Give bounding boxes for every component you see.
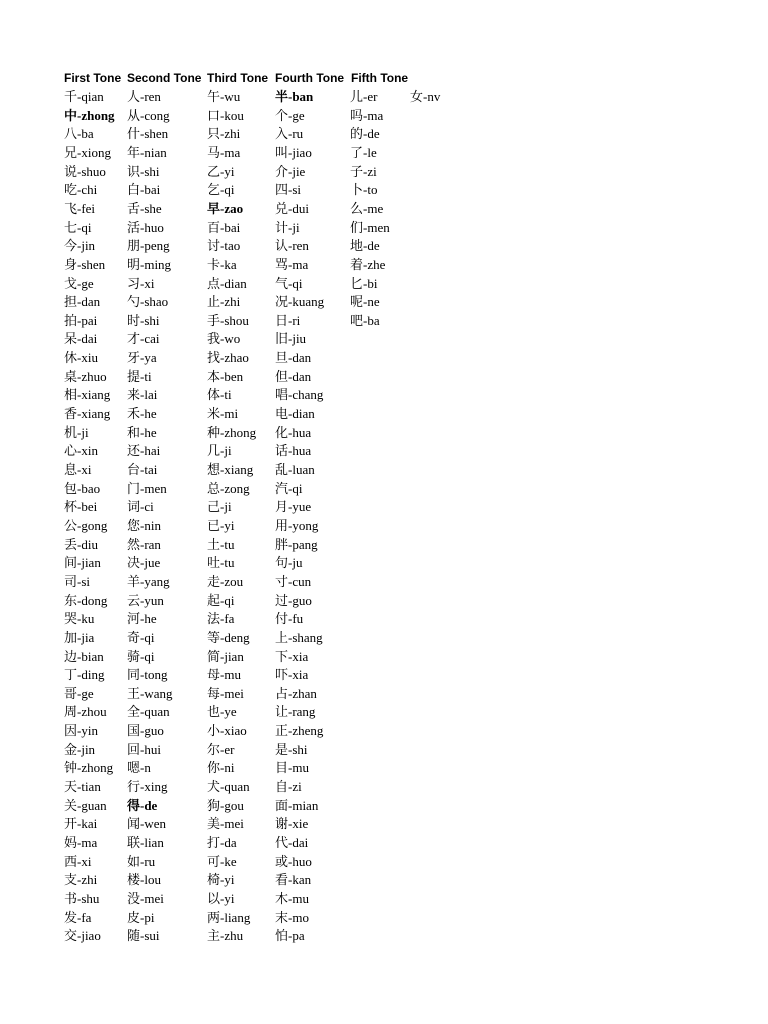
tone-entry: 说-shuo	[64, 163, 106, 179]
tone-entry: 开-kai	[64, 816, 98, 832]
tone-entry: 下-xia	[275, 648, 309, 664]
tone-entry: 化-hua	[275, 424, 312, 440]
tone-entry: 息-xi	[64, 462, 92, 477]
tone-entry: 种-zhong	[207, 424, 257, 440]
header-third-tone: Third Tone	[207, 71, 269, 85]
tone-entry: 狗-gou	[207, 797, 244, 813]
tone-entry: 司-si	[64, 573, 91, 589]
tone-entry: 女-nv	[410, 89, 441, 104]
tone-entry: 手-shou	[207, 312, 249, 328]
tone-entry: 句-ju	[275, 555, 303, 571]
tone-entry: 习-xi	[127, 275, 155, 291]
tone-entry: 简-jian	[207, 648, 244, 664]
tone-entry: 楼-lou	[127, 872, 161, 888]
tone-entry: 河-he	[127, 611, 157, 627]
tone-entry: 明-ming	[127, 256, 172, 272]
tone-entry: 东-dong	[64, 592, 108, 608]
tone-entry: 吗-ma	[350, 107, 384, 123]
tone-entry: 着-zhe	[350, 256, 386, 272]
tone-entry: 朋-peng	[127, 238, 170, 254]
tone-entry: 么-me	[350, 200, 384, 216]
tone-entry: 介-jie	[275, 163, 306, 179]
tone-entry: 每-mei	[207, 685, 244, 701]
tone-entry: 想-xiang	[207, 462, 254, 477]
tone-entry: 吃-chi	[64, 182, 98, 198]
tone-entry: 口-kou	[207, 107, 244, 123]
tone-entry: 丁-ding	[64, 667, 105, 683]
tone-entry: 地-de	[350, 238, 380, 254]
tone-entry: 舌-she	[127, 200, 162, 216]
tone-entry: 关-guan	[64, 797, 107, 813]
tone-entry: 了-le	[350, 144, 377, 160]
tone-entry: 叫-jiao	[275, 144, 312, 160]
tone-entry: 怕-pa	[275, 928, 305, 944]
tone-entry: 书-shu	[64, 890, 100, 906]
tone-entry: 们-men	[350, 219, 390, 235]
tone-entry: 词-ci	[127, 499, 154, 515]
tone-entry: 用-yong	[275, 518, 319, 533]
tone-entry: 椅-yi	[207, 872, 235, 888]
tone-entry: 禾-he	[127, 406, 157, 421]
header-fifth-tone: Fifth Tone	[351, 71, 409, 85]
tone-entry: 已-yi	[207, 518, 235, 533]
tone-entry: 您-nin	[127, 518, 161, 533]
tone-entry: 牙-ya	[127, 350, 157, 366]
tone-entry: 骑-qi	[127, 648, 155, 664]
tone-entry: 提-ti	[127, 368, 152, 384]
tone-entry: 时-shi	[127, 312, 160, 328]
tone-entry: 来-lai	[127, 387, 158, 403]
tone-entry: 门-men	[127, 480, 167, 496]
tone-entry: 体-ti	[207, 387, 232, 403]
tone-entry: 钟-zhong	[64, 760, 114, 776]
tone-entry: 美-mei	[207, 816, 244, 832]
tone-entry: 周-zhou	[64, 704, 107, 720]
tone-entry: 我-wo	[207, 331, 241, 347]
tone-entry: 米-mi	[207, 406, 239, 421]
tone-entry: 千-qian	[64, 89, 104, 104]
tone-entry: 百-bai	[207, 219, 241, 235]
tone-entry: 加-jia	[64, 629, 95, 645]
tone-entry: 相-xiang	[64, 387, 111, 403]
tone-entry: 电-dian	[275, 406, 315, 421]
tone-entry: 还-hai	[127, 443, 161, 459]
tone-entry: 小-xiao	[207, 723, 247, 739]
tone-entry: 如-ru	[127, 853, 156, 869]
tone-entry: 半-ban	[275, 89, 314, 104]
tone-entry: 飞-fei	[64, 200, 96, 216]
tone-entry: 边-bian	[64, 648, 104, 664]
tone-entry: 交-jiao	[64, 928, 101, 944]
tone-entry: 四-si	[275, 182, 302, 198]
tone-entry: 桌-zhuo	[64, 368, 107, 384]
tone-entry: 卜-to	[350, 182, 378, 198]
tone-entry: 乙-yi	[207, 163, 235, 179]
tone-entry: 母-mu	[207, 667, 241, 683]
tone-entry: 休-xiu	[64, 350, 98, 366]
tone-entry: 哥-ge	[64, 685, 94, 701]
tone-entry: 勺-shao	[127, 294, 169, 310]
tone-entry: 间-jian	[64, 555, 101, 571]
tone-entry: 中-zhong	[64, 107, 115, 123]
tone-entry: 骂-ma	[275, 256, 309, 272]
tone-entry: 哭-ku	[64, 611, 95, 627]
tone-entry: 的-de	[350, 126, 380, 142]
tone-entry: 乱-luan	[275, 462, 315, 477]
tone-entry: 天-tian	[64, 779, 101, 794]
tone-entry: 才-cai	[127, 331, 160, 347]
tone-entry: 气-qi	[275, 275, 303, 291]
tone-entry: 几-ji	[207, 443, 232, 459]
tone-entry: 法-fa	[207, 611, 235, 627]
tone-entry: 看-kan	[275, 872, 312, 888]
tone-entry: 儿-er	[350, 89, 378, 104]
tone-entry: 国-guo	[127, 723, 164, 739]
tone-entry: 目-mu	[275, 760, 309, 776]
tone-entry: 正-zheng	[275, 723, 324, 739]
tone-entry: 主-zhu	[207, 928, 244, 944]
tone-entry: 行-xing	[127, 779, 168, 794]
tone-entry: 乞-qi	[207, 182, 235, 198]
tone-entry: 从-cong	[127, 107, 170, 123]
tone-entry: 香-xiang	[64, 406, 111, 421]
tone-entry: 或-huo	[275, 853, 312, 869]
tone-entry: 年-nian	[127, 144, 167, 160]
tone-entry: 寸-cun	[275, 573, 312, 589]
tone-entry: 西-xi	[64, 853, 92, 869]
tone-entry: 子-zi	[350, 163, 377, 179]
header-fourth-tone: Fourth Tone	[275, 71, 345, 85]
tone-entry: 马-ma	[207, 144, 241, 160]
tone-entry: 全-quan	[127, 704, 170, 720]
tone-entry: 点-dian	[207, 275, 247, 291]
tone-entry: 让-rang	[275, 704, 316, 720]
tone-entry: 同-tong	[127, 667, 168, 683]
tone-entry: 日-ri	[275, 312, 301, 328]
tone-entry: 联-lian	[127, 835, 164, 850]
tone-entry: 自-zi	[275, 779, 302, 794]
tone-entry: 和-he	[127, 424, 157, 440]
tone-entry: 妈-ma	[64, 835, 98, 850]
tone-entry: 己-ji	[207, 499, 232, 515]
tone-entry: 本-ben	[207, 368, 244, 384]
tone-entry: 走-zou	[207, 573, 244, 589]
tone-entry: 杯-bei	[64, 499, 98, 515]
tone-entry: 金-jin	[64, 741, 96, 757]
tone-entry: 什-shen	[127, 126, 169, 142]
tone-entry: 两-liang	[207, 909, 251, 925]
tone-entry: 认-ren	[275, 238, 309, 254]
tone-entry: 随-sui	[127, 928, 160, 944]
tone-entry: 只-zhi	[207, 126, 241, 142]
tone-entry: 回-hui	[127, 741, 161, 757]
tone-entry: 然-ran	[127, 536, 161, 552]
tone-entry: 担-dan	[64, 294, 101, 310]
tone-entry: 占-zhan	[275, 685, 317, 701]
tone-entry: 况-kuang	[275, 294, 325, 310]
header-second-tone: Second Tone	[127, 71, 202, 85]
tone-entry: 拍-pai	[64, 312, 98, 328]
tone-entry: 羊-yang	[127, 573, 170, 589]
tone-entry: 活-huo	[127, 219, 164, 235]
tone-entry: 入-ru	[275, 126, 304, 142]
header-first-tone: First Tone	[64, 71, 122, 85]
tone-entry: 吓-xia	[275, 667, 309, 683]
tone-entry: 代-dai	[275, 835, 309, 850]
tone-entry: 支-zhi	[64, 872, 98, 888]
tone-entry: 台-tai	[127, 462, 158, 477]
tone-entry: 发-fa	[64, 909, 92, 925]
tone-entry: 胖-pang	[275, 536, 318, 552]
tone-entry: 云-yun	[127, 592, 164, 608]
tone-entry: 识-shi	[127, 163, 160, 179]
tone-entry: 等-deng	[207, 629, 250, 645]
tone-entry: 是-shi	[275, 741, 308, 757]
tone-entry: 白-bai	[127, 182, 161, 198]
tone-entry: 个-ge	[275, 107, 305, 123]
tone-entry: 吐-tu	[207, 555, 235, 571]
tone-entry: 付-fu	[275, 611, 304, 627]
tone-entry: 心-xin	[64, 443, 98, 459]
tone-entry: 七-qi	[64, 219, 92, 235]
tone-entry: 皮-pi	[127, 909, 155, 925]
tone-entry: 可-ke	[207, 853, 237, 869]
tone-entry: 月-yue	[275, 499, 312, 515]
tone-entry: 机-ji	[64, 424, 89, 440]
tone-entry: 计-ji	[275, 219, 300, 235]
tone-entry: 匕-bi	[350, 275, 378, 291]
tone-entry: 上-shang	[275, 629, 323, 645]
tone-entry: 闻-wen	[127, 816, 166, 832]
tone-entry: 旦-dan	[275, 350, 312, 366]
tone-entry: 公-gong	[64, 518, 108, 533]
tone-entry: 犬-quan	[207, 779, 250, 794]
tone-entry: 末-mo	[275, 909, 309, 925]
tone-entry: 唱-chang	[275, 387, 324, 403]
tone-entry: 早-zao	[207, 200, 244, 216]
tone-entry: 过-guo	[275, 592, 312, 608]
tone-entry: 以-yi	[207, 890, 235, 906]
tone-entry: 王-wang	[127, 685, 173, 701]
tone-entry: 汽-qi	[275, 480, 303, 496]
tone-entry: 打-da	[207, 835, 237, 850]
tone-entry: 谢-xie	[275, 816, 309, 832]
tone-entry: 呆-dai	[64, 331, 98, 347]
tone-entry: 呢-ne	[350, 294, 380, 310]
tone-entry: 面-mian	[275, 797, 319, 813]
tone-entry: 吧-ba	[350, 312, 380, 328]
tone-entry: 话-hua	[275, 443, 312, 459]
tone-entry: 讨-tao	[207, 238, 241, 254]
tone-entry: 也-ye	[207, 704, 237, 720]
tone-entry: 因-yin	[64, 723, 98, 739]
tone-entry: 得-de	[127, 797, 158, 813]
tone-entry: 奇-qi	[127, 629, 155, 645]
tone-entry: 兑-dui	[275, 200, 309, 216]
tone-entry: 丢-diu	[64, 536, 98, 552]
tone-entry: 决-jue	[127, 555, 161, 571]
tone-entry: 找-zhao	[207, 350, 249, 366]
tone-entry: 木-mu	[275, 890, 309, 906]
tone-entry: 旧-jiu	[275, 331, 307, 347]
tone-entry: 土-tu	[207, 536, 235, 552]
tone-entry: 八-ba	[64, 126, 94, 142]
tone-entry: 卡-ka	[207, 256, 237, 272]
tone-entry: 人-ren	[127, 89, 161, 104]
tone-entry: 嗯-n	[127, 760, 151, 776]
tone-entry: 身-shen	[64, 256, 106, 272]
tone-entry: 戈-ge	[64, 275, 94, 291]
tone-entry: 起-qi	[207, 592, 235, 608]
tone-entry: 没-mei	[127, 890, 164, 906]
tone-entry: 午-wu	[207, 89, 241, 104]
tone-entry: 今-jin	[64, 238, 96, 254]
tone-entry: 包-bao	[64, 480, 101, 496]
tone-entry: 但-dan	[275, 368, 312, 384]
tone-entry: 总-zong	[207, 480, 250, 496]
tone-entry: 止-zhi	[207, 294, 241, 310]
tone-entry: 你-ni	[207, 760, 235, 776]
tone-entry: 尔-er	[207, 741, 235, 757]
tone-entry: 兄-xiong	[64, 144, 111, 160]
